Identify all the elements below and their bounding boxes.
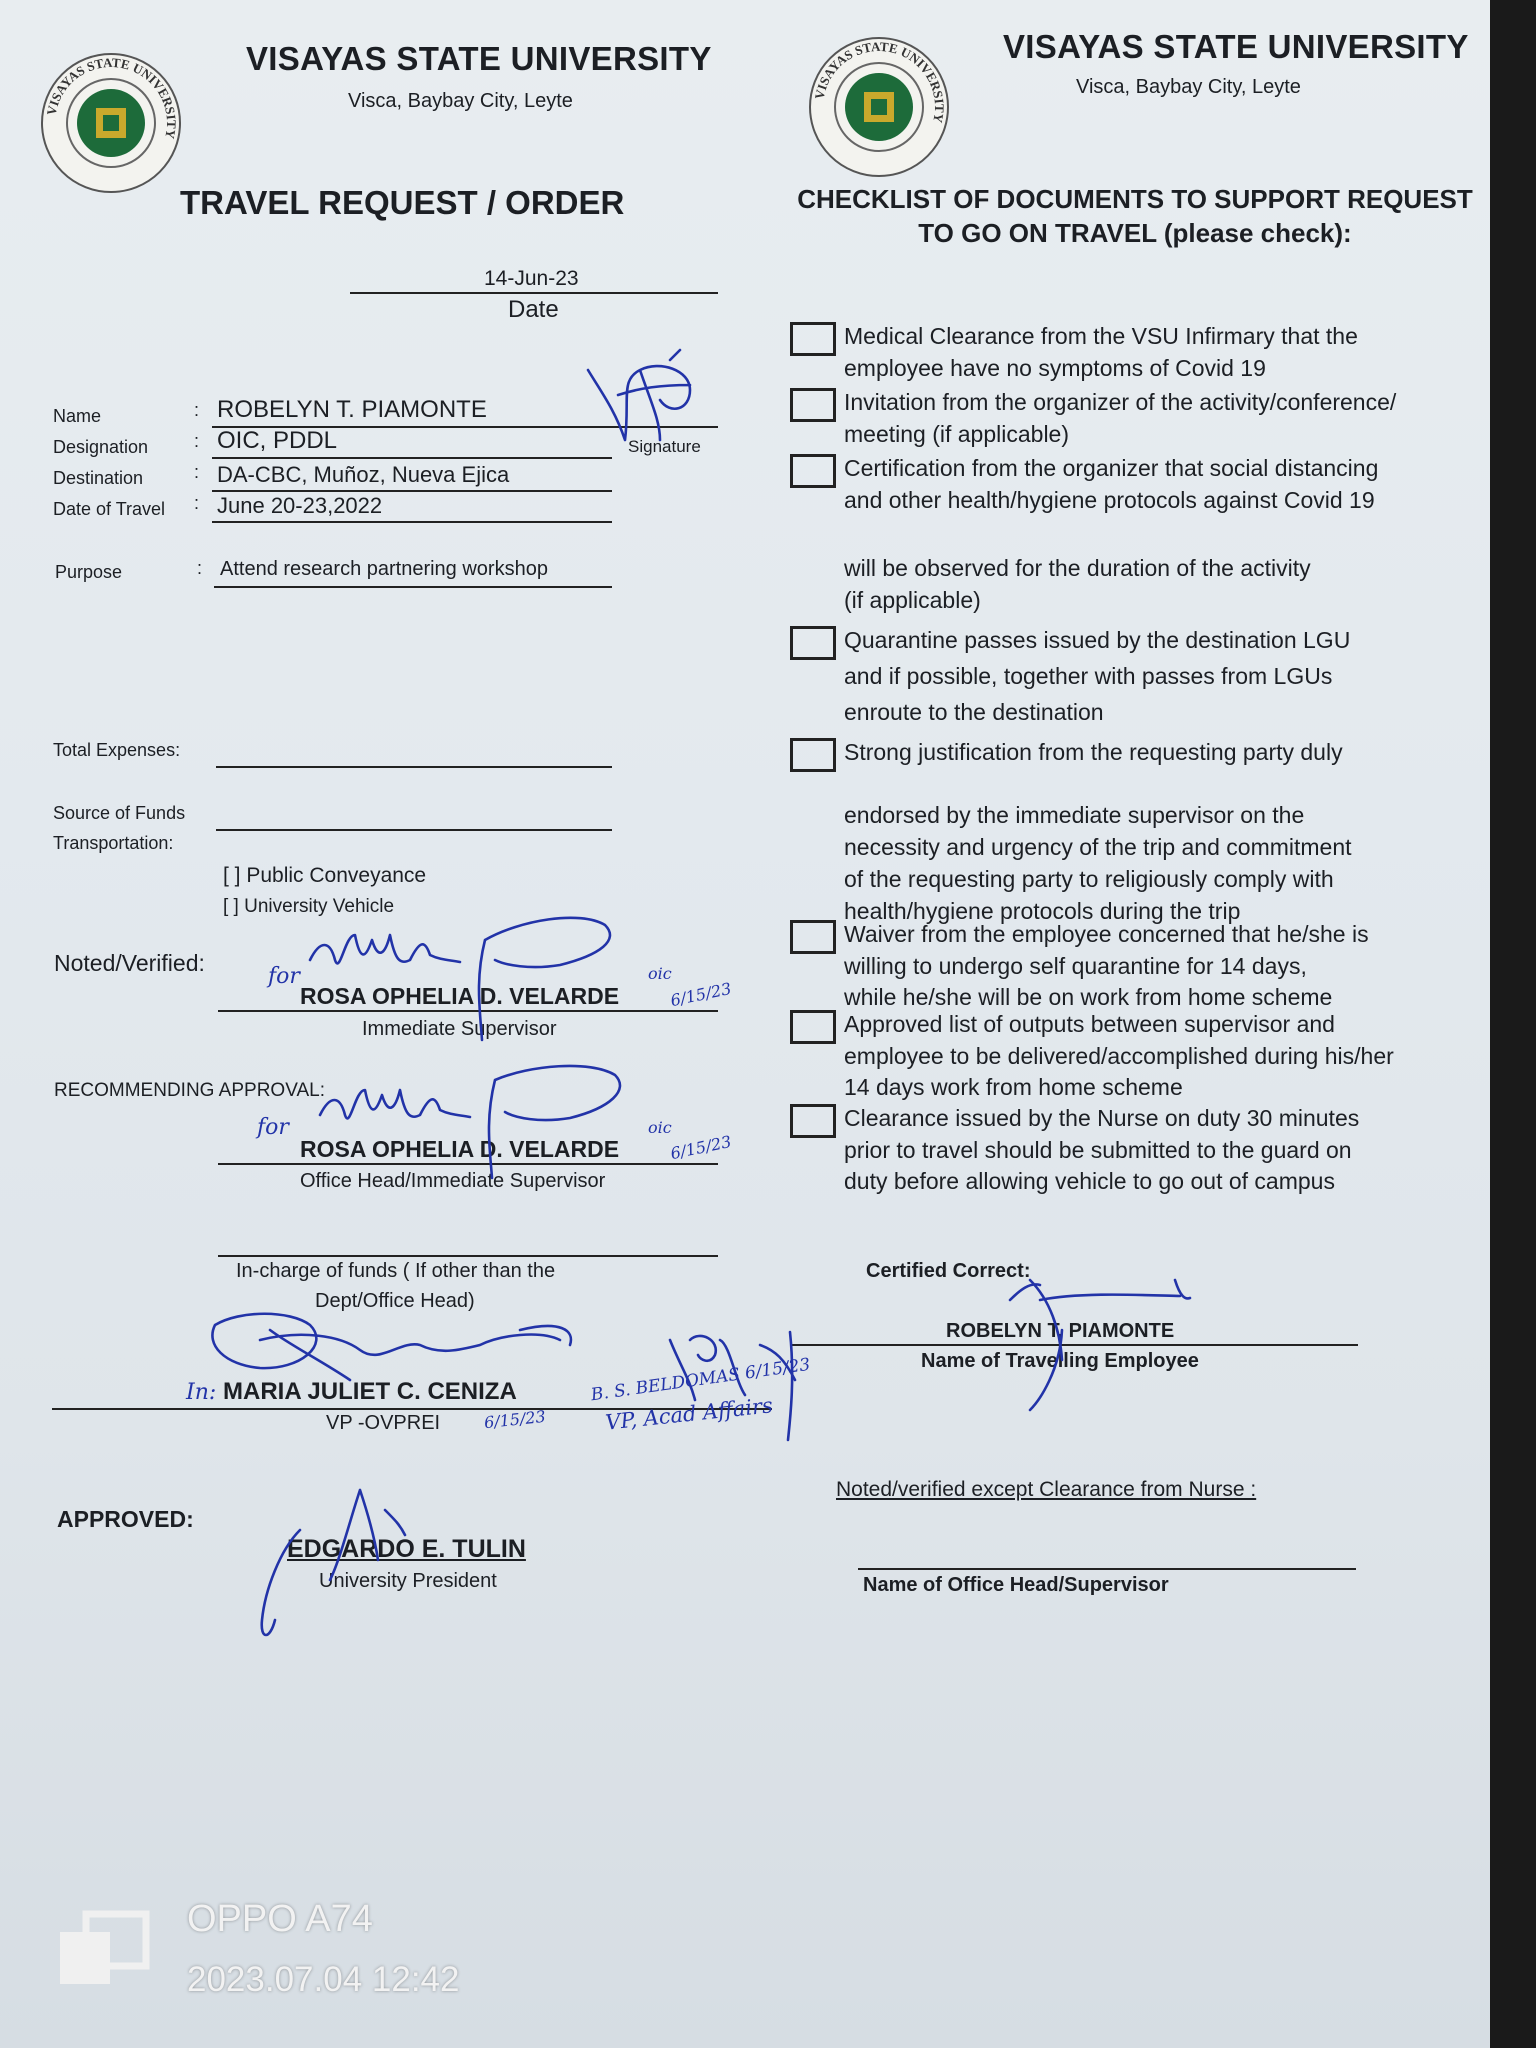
checklist-item-text: employee have no symptoms of Covid 19 (844, 355, 1266, 381)
vp-signature (212, 1314, 571, 1380)
recommending-hw-oic: oic (648, 1118, 672, 1137)
checklist-item-text: willing to undergo self quarantine for 14 days, (844, 953, 1307, 979)
vp-signatory-name: MARIA JULIET C. CENIZA (223, 1378, 517, 1405)
office-head-role: Name of Office Head/Supervisor (863, 1574, 1169, 1596)
checklist-item-text: Strong justification from the requesting party duly (844, 739, 1343, 765)
checklist-item-text: will be observed for the duration of the activity (844, 555, 1311, 581)
destination-label: Destination (53, 468, 144, 488)
total-expenses-label: Total Expenses: (53, 740, 181, 760)
checklist-item-text: Certification from the organizer that social distancing (844, 455, 1379, 481)
checklist-item-text: and if possible, together with passes from LGUs (844, 663, 1333, 689)
checklist-item-text: 14 days work from home scheme (844, 1074, 1183, 1100)
watermark-timestamp: 2023.07.04 12:42 (187, 1960, 460, 1999)
recommending-signatory-role: Office Head/Immediate Supervisor (300, 1170, 606, 1192)
designation-label: Designation (53, 437, 149, 457)
checklist-item-text: duty before allowing vehicle to go out of campus (844, 1168, 1335, 1194)
colon: : (194, 493, 200, 513)
checklist-item-text: meeting (if applicable) (844, 421, 1070, 447)
certified-correct-label: Certified Correct: (866, 1260, 1031, 1282)
checklist-item-text: necessity and urgency of the trip and commitment (844, 834, 1352, 860)
checklist-item-text: (if applicable) (844, 587, 981, 613)
noted-signature (310, 918, 610, 1040)
checklist-item-text: Invitation from the organizer of the activity/conference/ (844, 389, 1397, 415)
university-name-left: VISAYAS STATE UNIVERSITY (246, 40, 712, 77)
university-vehicle-option[interactable]: [ ] University Vehicle (223, 896, 395, 917)
travelling-employee-role: Name of Travelling Employee (921, 1350, 1199, 1372)
recommending-signature (320, 1066, 620, 1178)
purpose-label: Purpose (55, 562, 123, 582)
date-value: 14-Jun-23 (484, 267, 579, 290)
colon: : (197, 558, 203, 578)
approved-label: APPROVED: (57, 1506, 194, 1532)
noted-hw-date: 6/15/23 (668, 978, 733, 1011)
vp-acad-hw-role: VP, Acad Affairs (604, 1393, 774, 1435)
colon: : (194, 431, 200, 451)
president-role: University President (319, 1570, 497, 1592)
source-funds-label: Source of Funds (53, 803, 186, 823)
colon: : (194, 400, 200, 420)
public-conveyance-option[interactable]: [ ] Public Conveyance (223, 864, 427, 887)
checklist-item-text: endorsed by the immediate supervisor on the (844, 802, 1305, 828)
svg-text:VISAYAS STATE UNIVERSITY: VISAYAS STATE UNIVERSITY (43, 54, 180, 141)
name-value: ROBELYN T. PIAMONTE (217, 396, 487, 423)
svg-text:VISAYAS STATE UNIVERSITY: VISAYAS STATE UNIVERSITY (811, 38, 948, 125)
recommending-signatory-name: ROSA OPHELIA D. VELARDE (300, 1136, 620, 1162)
travel-date-label: Date of Travel (53, 499, 166, 519)
checklist-item-text: while he/she will be on work from home scheme (844, 984, 1333, 1010)
signature-label: Signature (628, 437, 701, 456)
certified-signature (1010, 1280, 1190, 1410)
colon: : (194, 462, 200, 482)
name-label: Name (53, 406, 102, 426)
recommending-hw-date: 6/15/23 (668, 1131, 733, 1164)
checklist-item-text: of the requesting party to religiously comply with (844, 866, 1334, 892)
designation-value: OIC, PDDL (217, 427, 338, 454)
recommending-approval-label: RECOMMENDING APPROVAL: (54, 1080, 325, 1101)
noted-except-label: Noted/verified except Clearance from Nurse : (836, 1478, 1257, 1501)
university-address-left: Visca, Baybay City, Leyte (348, 90, 573, 112)
checklist-item-text: Medical Clearance from the VSU Infirmary that the (844, 323, 1358, 349)
vp-hw-prefix: In: (186, 1380, 217, 1405)
noted-hw-for: for (268, 964, 300, 989)
president-signature (262, 1490, 405, 1635)
noted-hw-oic: oic (648, 964, 672, 983)
checklist-item-text: employee to be delivered/accomplished during his/her (844, 1043, 1394, 1069)
checklist-item-text: Clearance issued by the Nurse on duty 30 minutes (844, 1105, 1360, 1131)
president-name: EDGARDO E. TULIN (287, 1535, 526, 1563)
noted-verified-label: Noted/Verified: (54, 950, 205, 976)
transportation-label: Transportation: (53, 833, 174, 853)
checklist-item-text: health/hygiene protocols during the trip (844, 898, 1241, 924)
checklist-item-text: Approved list of outputs between supervisor and (844, 1011, 1335, 1037)
checklist-item-text: Waiver from the employee concerned that he/she is (844, 921, 1369, 947)
vp-acad-hw-name: B. S. BELDOMAS 6/15/23 (589, 1354, 812, 1406)
incharge-label-line2: Dept/Office Head) (315, 1290, 475, 1312)
destination-value: DA-CBC, Muñoz, Nueva Ejica (217, 462, 510, 487)
watermark-device: OPPO A74 (187, 1898, 373, 1940)
purpose-value: Attend research partnering workshop (220, 558, 548, 580)
checklist-item-text: and other health/hygiene protocols against Covid 19 (844, 487, 1375, 513)
camera-logo-icon (56, 1910, 152, 1990)
checklist-item-text: prior to travel should be submitted to the guard on (844, 1137, 1352, 1163)
incharge-label-line1: In-charge of funds ( If other than the (236, 1260, 556, 1282)
noted-signatory-role: Immediate Supervisor (362, 1018, 557, 1040)
university-name-right: VISAYAS STATE UNIVERSITY (1003, 28, 1469, 65)
date-label: Date (508, 296, 559, 323)
vp-bracket (788, 1332, 792, 1440)
vp-hw-date: 6/15/23 (483, 1406, 547, 1433)
noted-signatory-name: ROSA OPHELIA D. VELARDE (300, 983, 620, 1009)
vp-signatory-role: VP -OVPREI (326, 1412, 441, 1434)
recommending-hw-for: for (257, 1115, 289, 1140)
checklist-item-text: enroute to the destination (844, 699, 1104, 725)
checklist-title: CHECKLIST OF DOCUMENTS TO SUPPORT REQUEST TO GO ON TRAVEL (please check): (797, 184, 1473, 248)
form-title: TRAVEL REQUEST / ORDER (180, 184, 625, 221)
checklist-item-text: Quarantine passes issued by the destination LGU (844, 627, 1351, 653)
travelling-employee-name: ROBELYN T. PIAMONTE (946, 1320, 1175, 1342)
applicant-signature (588, 350, 690, 440)
travel-date-value: June 20-23,2022 (217, 493, 383, 518)
university-address-right: Visca, Baybay City, Leyte (1076, 76, 1301, 98)
